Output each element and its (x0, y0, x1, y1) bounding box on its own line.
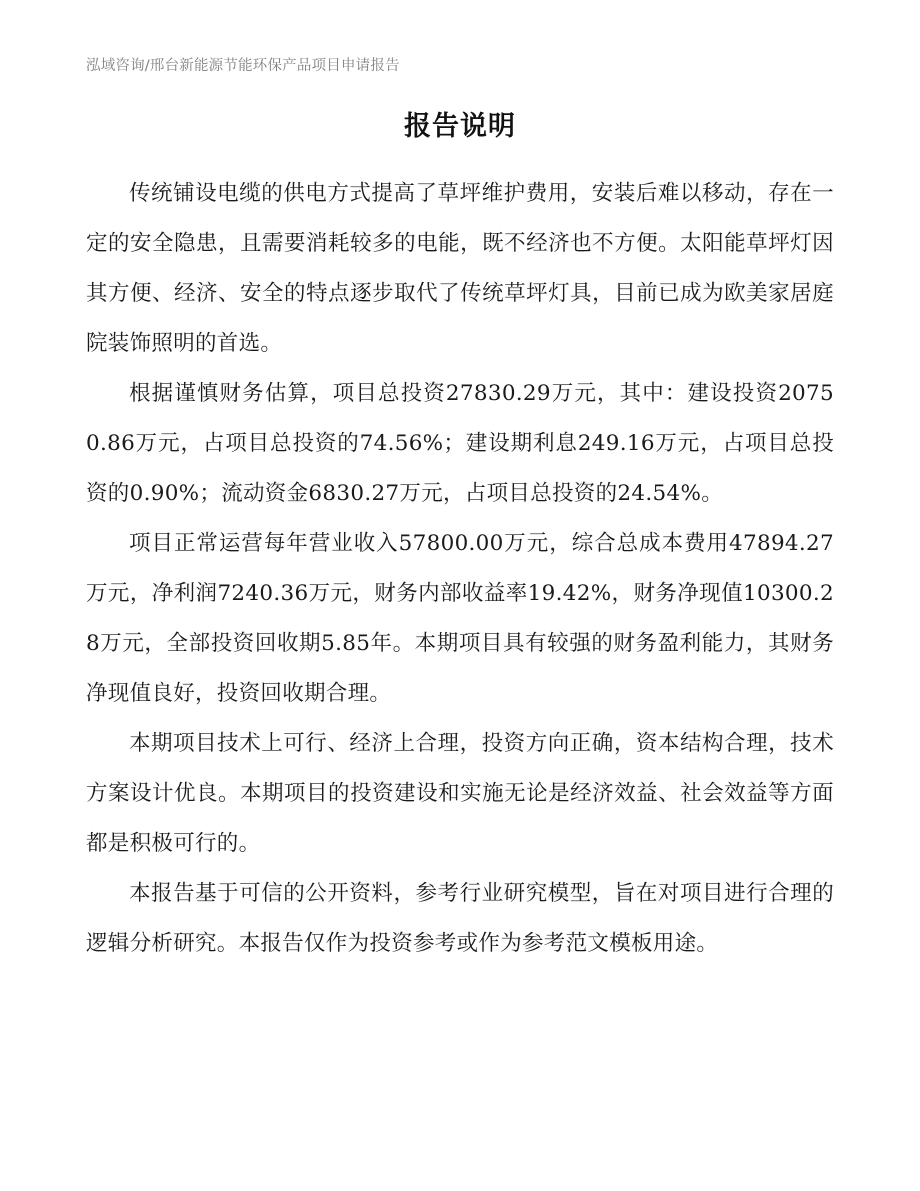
page-title: 报告说明 (404, 111, 516, 142)
paragraph-feasibility-conclusion: 本期项目技术上可行、经济上合理，投资方向正确，资本结构合理，技术方案设计优良。本期项目的投资建设和实施无论是经济效益、社会效益等方面都是积极可行的。 (86, 731, 834, 856)
breadcrumb: 泓域咨询/邢台新能源节能环保产品项目申请报告 (86, 58, 400, 74)
paragraph-background: 传统铺设电缆的供电方式提高了草坪维护费用，安装后难以移动，存在一定的安全隐患，且需要消耗较多的电能，既不经济也不方便。太阳能草坪灯因其方便、经济、安全的特点逐步取代了传统草坪灯具，目前已成为欧美家居庭院装饰照明的首选。 (86, 181, 834, 356)
paragraph-report-disclaimer: 本报告基于可信的公开资料，参考行业研究模型，旨在对项目进行合理的逻辑分析研究。本报告仅作为投资参考或作为参考范文模板用途。 (86, 881, 834, 956)
paragraph-operating-results: 项目正常运营每年营业收入57800.00万元，综合总成本费用47894.27万元，净利润7240.36万元，财务内部收益率19.42%，财务净现值10300.28万元，全部投资回收期5.85年。本期项目具有较强的财务盈利能力，其财务净现值良好，投资回收期合理。 (86, 531, 834, 706)
paragraph-investment-estimate: 根据谨慎财务估算，项目总投资27830.29万元，其中：建设投资20750.86万元，占项目总投资的74.56%；建设期利息249.16万元，占项目总投资的0.90%；流动资金6830.27万元，占项目总投资的24.54%。 (86, 381, 834, 506)
document-body (86, 104, 834, 969)
